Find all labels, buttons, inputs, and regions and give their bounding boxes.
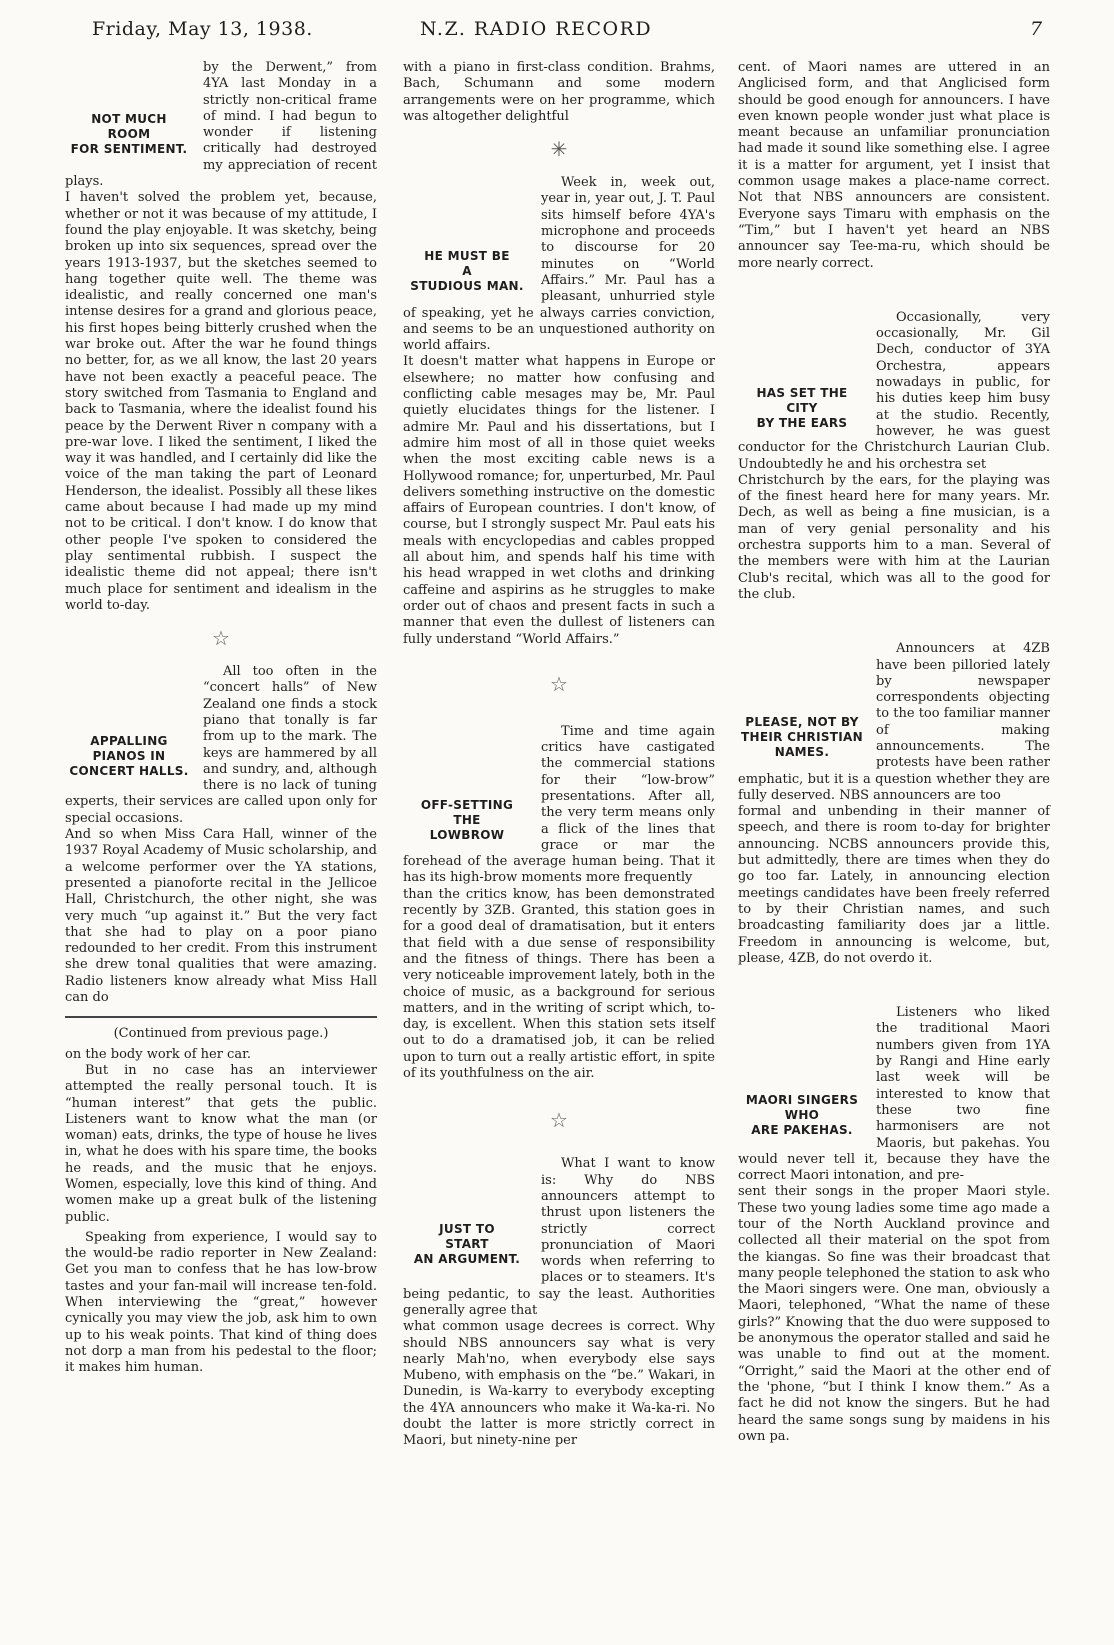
article-body: formal and unbending in their manner of speech, and there is room to-day for brighter announcing. NCBS announcers provide this, but admittedly, there are times when they do go too far. Lately, in announcing election meetings candidates have been freely referred to by their Christian names, and such broadcasting familiarity does jar a little. Freedom in announcing is welcome, but, please, 4ZB, do not overdo it.: [738, 804, 1050, 966]
article-set-city-by-ears: [738, 310, 1050, 603]
sidehead-studious-man: HE MUST BE A STUDIOUS MAN.: [410, 249, 524, 294]
article-off-setting-lowbrow: [403, 724, 715, 1083]
sidehead-start-argument: JUST TO START AN ARGUMENT.: [413, 1222, 521, 1267]
star-ornament-icon: ☆: [550, 1108, 568, 1133]
article-lead: Time and time again critics have castigated the commercial stations for their “low-brow” presentations. After all, the very term means only a flick of the lines that grace or mar the forehead of the average human being. That it has its high-brow moments more frequently: [403, 723, 715, 886]
article-lead: Listeners who liked the traditional Maori numbers given from 1YA by Rangi and Hine early last week will be interested to know that these two fine harmonisers are not Maoris, but pakehas. You would never tell it, because they have the correct Maori intonation, and pre-: [738, 1005, 1050, 1184]
page-number: 7: [1030, 18, 1043, 40]
article-body: But in no case has an interviewer attempted the really personal touch. It is “human interest” that gets the public. Listeners want to know what the man (or woman) eats, drinks, the type of house he lives in, what he does with his spare time, the books he reads, and the music that he enjoys. Women, especially, love this kind of thing. And women make up a great bulk of the listening public.: [65, 1062, 377, 1225]
sidehead-off-setting: OFF-SETTING THE LOWBROW: [420, 797, 514, 842]
sidehead-set-the-city: HAS SET THE CITY BY THE EARS: [756, 385, 848, 430]
article-body: than the critics know, has been demonstrated recently by 3ZB. Granted, this station goes in for a good deal of dramatisation, but it enters that field with a due sense of responsibility and the fitness of things. There has been a very noticeable improvement lately, both in the choice of music, as a background for serious matters, and in the writing of script which, to-day, is excellent. When this station sets itself out to do a dramatised job, it can be relied upon to turn out a really artistic effort, in spite of its youthfulness on the air.: [403, 886, 715, 1082]
sidehead-christian-names: PLEASE, NOT BY THEIR CHRISTIAN NAMES.: [741, 715, 863, 760]
star-ornament-icon: ☆: [212, 626, 230, 651]
article-body: what common usage decrees is correct. Why should NBS announcers say what is very nearly Mah'no, when everybody else says Mubeno, with emphasis on the “be.” Wakari, in Dunedin, is Wa-karry to everybody excepting the 4YA announcers who make it Wa-ka-ri. No doubt the latter is more strictly correct in Maori, but ninety-nine per: [403, 1319, 715, 1449]
article-body: sent their songs in the proper Maori style. These two young ladies some time ago made a tour of the North Auckland province and collected all their material on the spot from the kiangas. So fine was their broadcast that many people telephoned the station to ask who the Maori singers were. One man, obviously a Maori, telephoned, “What the name of these girls?” Knowing that the duo were supposed to be anonymous the operator stalled and said he was unable to find out at the moment. “Orright,” said the Maori at the other end of the 'phone, “but I think I know them.” As a fact he did not know the singers. But he had heard the same songs sung by maidens in his own pa.: [738, 1184, 1050, 1444]
article-body: Speaking from experience, I would say to the would-be radio reporter in New Zealand: Get you man to confess that he has low-brow tastes and your fan-mail will increase ten-fold. When interviewing the “great,” however cynically you may view the job, ask him to own up to his weak points. That kind of thing does not dorp a man from his pedestal to the floor; it makes him human.: [65, 1229, 377, 1376]
page-header: [0, 18, 1114, 48]
article-studious-man: [403, 175, 715, 648]
article-body: It doesn't matter what happens in Europe or elsewhere; no matter how confusing and conflicting cable mesages may be, Mr. Paul quietly elucidates things for the listener. I admire Mr. Paul and his dissertations, but I admire him most of all in those quiet weeks when the most exciting cable news is a Hollywood romance; for, unperturbed, Mr. Paul delivers something instructive on the domestic affairs of European countries. I don't know, of course, but I strongly suspect Mr. Paul eats his meals with encyclopedias and cables propped all about him, and spends half his time with his head wrapped in wet cloths and drinking caffeine and aspirins as he struggles to make order out of chaos and present facts in such a manner that even the dullest of listeners can fully understand “World Affairs.”: [403, 354, 715, 647]
article-lead: All too often in the “concert halls” of New Zealand one finds a stock piano that tonally is far from up to the mark. The keys are hammered by all and sundry, and, although there is no lack of tuning experts, their services are called upon only for special occasions.: [65, 664, 377, 826]
article-maori-singers: [738, 1005, 1050, 1445]
column-1: [65, 60, 377, 1377]
sidehead-appalling-pianos: APPALLING PIANOS IN CONCERT HALLS.: [69, 734, 189, 779]
article-body: cent. of Maori names are uttered in an Anglicised form, and that Anglicised form should be good enough for announcers. I have even known people wonder just what place is meant because an unfamiliar pronunciation had made it sound like something else. I agree it is a matter for argument, yet I insist that common usage makes a place-name correct. Not that NBS announcers are consistent. Everyone says Timaru with emphasis on the “Tim,” but I haven't yet heard an NBS announcer say Tee-ma-ru, which should be more nearly correct.: [738, 60, 1050, 271]
article-body: And so when Miss Cara Hall, winner of the 1937 Royal Academy of Music scholarship, and a welcome performer over the YA stations, presented a pianoforte recital in the Jellicoe Hall, Christchurch, the other night, she was very much “up against it.” But the very fact that she had to play on a poor piano redounded to her credit. From this instrument she drew tonal qualities that were amazing. Radio listeners know already what Miss Hall can do: [65, 827, 377, 1006]
article-lead: What I want to know is: Why do NBS announcers attempt to thrust upon listeners the strictly correct pronunciation of Maori words when referring to places or to steamers. It's being pedantic, to say the least. Authorities generally agree that: [403, 1156, 715, 1318]
column-2: [403, 60, 715, 1450]
article-body: on the body work of her car.: [65, 1046, 252, 1062]
sidehead-maori-singers: MAORI SINGERS WHO ARE PAKEHAS.: [745, 1093, 859, 1138]
continued-note: (Continued from previous page.): [113, 1026, 329, 1042]
article-body: Christchurch by the ears, for the playing was of the finest heard here for many years. Mr. Dech, as well as being a fine musician, is a man of very genial personality and his orchestra supports him to a man. Several of the members were with him at the Laurian Club's recital, which was all to the good for the club.: [738, 472, 1050, 602]
article-lead: Occasionally, very occasionally, Mr. Gil Dech, conductor of 3YA Orchestra, appears nowadays in public, for his duties keep him busy at the studio. Recently, however, he was guest conductor for the Christchurch Laurian Club. Undoubtedly he and his orchestra set: [738, 309, 1050, 472]
article-not-much-room: [65, 60, 377, 614]
sidehead-not-much-room: NOT MUCH ROOM FOR SENTIMENT.: [70, 112, 188, 156]
article-appalling-pianos: [65, 664, 377, 1006]
column-3: [738, 60, 1050, 1445]
article-lead: Announcers at 4ZB have been pilloried lately by newspaper correspondents objecting to the too familiar manner of making announcements. The protests have been rather emphatic, but it is a question whether they are fully deserved. NBS announcers are too: [738, 641, 1050, 803]
article-body: with a piano in first-class condition. Brahms, Bach, Schumann and some modern arrangements were on her programme, which was altogether delightful: [403, 60, 715, 124]
article-body: I haven't solved the problem yet, because, whether or not it was because of my attitude, I found the play enjoyable. It was sketchy, being broken up into six sequences, spread over the years 1913-1937, but the sketches seemed to hang together quite well. The theme was idealistic, and really concerned one man's intense desires for a grand and glorious peace, his first hopes being bitterly crushed when the war broke out. After the war he found things no better, for, as we all know, the last 20 years have not been exactly a peaceful peace. The story switched from Tasmania to England and back to Tasmania, where the idealist found his peace by the Derwent River n company with a pre-war love. I liked the sentiment, I liked the way it was handled, and I certainly did like the voice of the man taking the part of Leonard Henderson, the idealist. Possibly all these likes came about because I had made up my mind not to be critical. I don't know. I do know that other people I've spoken to considered the play sentimental rubbish. I suspect the idealistic theme did not appeal; there isn't much place for sentiment and idealism in the world to-day.: [65, 190, 377, 613]
article-lead: by the Derwent,” from 4YA last Monday in a strictly non-critical frame of mind. I had begun to wonder if listening critically had destroyed my appreciation of recent plays.: [65, 60, 377, 190]
article-christian-names: [738, 641, 1050, 967]
article-lead: Week in, week out, year in, year out, J. T. Paul sits himself before 4YA's microphone and proceeds to discourse for 20 minutes on “World Affairs.” Mr. Paul has a pleasant, unhurried style of speaking, yet he always carries conviction, and seems to be an unquestioned authority on world affairs.: [403, 175, 715, 354]
star-ornament-icon: ☆: [550, 671, 568, 696]
article-start-argument: [403, 1156, 715, 1449]
asterisk-ornament-icon: ✳: [550, 137, 568, 162]
issue-date: Friday, May 13, 1938.: [92, 18, 313, 40]
section-divider: [65, 1016, 377, 1018]
publication-title: N.Z. RADIO RECORD: [420, 18, 653, 40]
